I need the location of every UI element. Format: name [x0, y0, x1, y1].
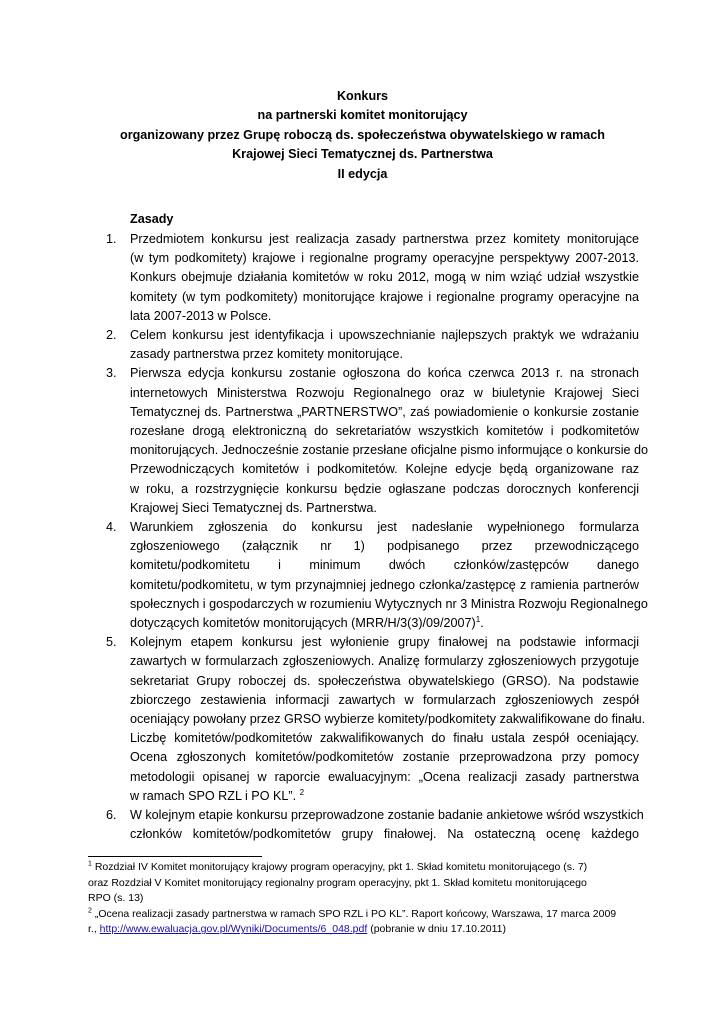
rule-item [106, 230, 639, 326]
footnote-ref-2[interactable]: 2 [299, 787, 305, 797]
rule-line: Konkurs obejmuje działania komitetów w roku 2012, mogą w nim wziąć udział wszystkie [130, 270, 639, 285]
rule-line: Ocena zgłoszonych komitetów/podkomitetów zostanie przeprowadzona przy pomocy [130, 750, 639, 765]
title-line-1: Konkurs [336, 89, 389, 103]
rule-line: Liczbę komitetów/podkomitetów zakwalifikowanych do finału ustala zespół oceniający. [130, 731, 639, 746]
rule-line: Przewodniczących komitetów i podkomitetów. Kolejne edycje będą organizowane raz [130, 462, 639, 477]
footnote-2-prefix: r., [88, 923, 100, 936]
rule-line: Warunkiem zgłoszenia do konkursu jest nadesłanie wypełnionego formularza [130, 520, 639, 535]
rule-line-text: w ramach SPO RZL i PO KL”. [130, 788, 297, 803]
section-heading: Zasady [130, 212, 174, 226]
footnote-2-marker: 2 [88, 907, 92, 915]
rule-line-tail: . [480, 616, 484, 631]
rule-number: 6. [106, 808, 117, 823]
footnote-2-text: „Ocena realizacji zasady partnerstwa w ramach SPO RZL i PO KL”. Raport końcowy, Warszawa, 17 marca 2009 [94, 907, 617, 920]
footnote-2-line [88, 922, 648, 938]
title-line-4: Krajowej Sieci Tematycznej ds. Partnerstwa [232, 147, 493, 162]
rule-line: (w tym podkomitety) krajowe i regionalne programy operacyjne perspektywy 2007-2013. [130, 251, 639, 266]
footnote-1-line: RPO (s. 13) [88, 892, 144, 905]
rule-line-last [130, 787, 639, 806]
document-title [100, 87, 625, 184]
rule-item [106, 326, 639, 364]
footnote-separator [88, 856, 262, 857]
footnote-1-line [88, 860, 648, 876]
rule-line: zawartych w formularzach zgłoszeniowych. Analizę formularzy zgłoszeniowych przygotuje [130, 654, 639, 669]
footnote-2-line [88, 907, 648, 923]
rule-line: metodologii opisanej w raporcie ewaluacyjnym: „Ocena realizacji zasady partnerstwa [130, 769, 639, 784]
rule-number: 5. [106, 635, 117, 650]
title-line-5: II edycja [337, 166, 388, 181]
footnote-1-marker: 1 [88, 860, 92, 868]
title-line-3: organizowany przez Grupę roboczą ds. społeczeństwa obywatelskiego w ramach [120, 127, 605, 142]
rule-item [106, 364, 649, 518]
rule-line: zgłoszeniowego (załącznik nr 1) podpisanego przez przewodniczącego [130, 539, 639, 554]
rule-line: internetowych Ministerstwa Rozwoju Regionalnego oraz w biuletynie Krajowej Sieci [130, 385, 639, 400]
rule-line: zasady partnerstwa przez komitety monitorujące. [130, 347, 403, 362]
rule-number: 1. [106, 232, 117, 246]
rule-line: Pierwsza edycja konkursu zostanie ogłoszona do końca czerwca 2013 r. na stronach [130, 366, 639, 381]
rule-line: komitety (w tym podkomitety) monitorujące krajowe i regionalne programy operacyjne na [130, 289, 639, 304]
rule-line: Tematycznej ds. Partnerstwa „PARTNERSTWO”, zaś powiadomienie o konkursie zostanie [130, 404, 639, 419]
rule-line-text: dotyczących komitetów monitorujących (MRR/H/3(3)/09/2007) [130, 616, 476, 631]
rule-item [106, 518, 648, 633]
rule-line: Przedmiotem konkursu jest realizacja zasady partnerstwa przez komitety monitorujące [130, 232, 639, 246]
rule-line: Krajowej Sieci Tematycznej ds. Partnerstwa. [130, 500, 377, 515]
rule-line: Celem konkursu jest identyfikacja i upowszechnianie najlepszych praktyk we wdrażaniu [130, 328, 639, 343]
rule-number: 3. [106, 366, 117, 381]
footnote-2-link[interactable]: http://www.ewaluacja.gov.pl/Wyniki/Documents/6_048.pdf [99, 923, 368, 936]
rule-line: komitetu/podkomitetu i minimum dwóch członków/zastępców danego [130, 558, 639, 573]
rule-item [106, 633, 646, 806]
rule-line: rozesłane drogą elektroniczną do sekretariatów wszystkich komitetów i podkomitetów [130, 424, 639, 439]
rule-line: lata 2007-2013 w Polsce. [130, 308, 272, 323]
footnote-2-suffix: (pobranie w dniu 17.10.2011) [367, 923, 507, 936]
rule-line: oceniający powołany przez GRSO wybierze komitety/podkomitety zakwalifikowane do finału. [130, 712, 646, 727]
title-line-2: na partnerski komitet monitorujący [257, 108, 468, 123]
footnotes [88, 860, 648, 938]
footnote-1-text: Rozdział IV Komitet monitorujący krajowy program operacyjny, pkt 1. Skład komitetu monitorującego (s. 7) [94, 861, 588, 873]
rule-line: W kolejnym etapie konkursu przeprowadzone zostanie badanie ankietowe wśród wszystkich [130, 808, 644, 823]
rule-number: 4. [106, 520, 117, 535]
footnote-ref-1[interactable]: 1 [475, 614, 481, 624]
rule-item [106, 806, 644, 844]
rule-line: członków komitetów/podkomitetów grupy finałowej. Na ostateczną ocenę każdego [130, 827, 639, 842]
rule-line: komitetu/podkomitetu, w tym przynajmniej jednego członka/zastępcę z ramienia partnerów [130, 577, 639, 592]
rule-number: 2. [106, 328, 117, 343]
rules-list [106, 230, 649, 845]
rule-line: w roku, a rozstrzygnięcie konkursu będzie ogłaszane podczas dorocznych konferencji [130, 481, 639, 496]
rule-line: społecznych i gospodarczych w rozumieniu Wytycznych nr 3 Ministra Rozwoju Regionalnego [130, 596, 648, 611]
rule-line: monitorujących. Jednocześnie zostanie przesłane oficjalne pismo informujące o konkursie do [130, 443, 649, 458]
rule-line-last [130, 614, 639, 633]
footnote-1-line: oraz Rozdział V Komitet monitorujący regionalny program operacyjny, pkt 1. Skład komitetu monitorującego [88, 876, 587, 889]
rule-line: zbiorczego zestawienia informacji zawartych w formularzach zgłoszeniowych zespół [130, 692, 639, 707]
rule-line: Kolejnym etapem konkursu jest wyłonienie grupy finałowej na podstawie informacji [130, 635, 639, 650]
rule-line: sekretariat Grupy roboczej ds. społeczeństwa obywatelskiego (GRSO). Na podstawie [130, 673, 639, 688]
